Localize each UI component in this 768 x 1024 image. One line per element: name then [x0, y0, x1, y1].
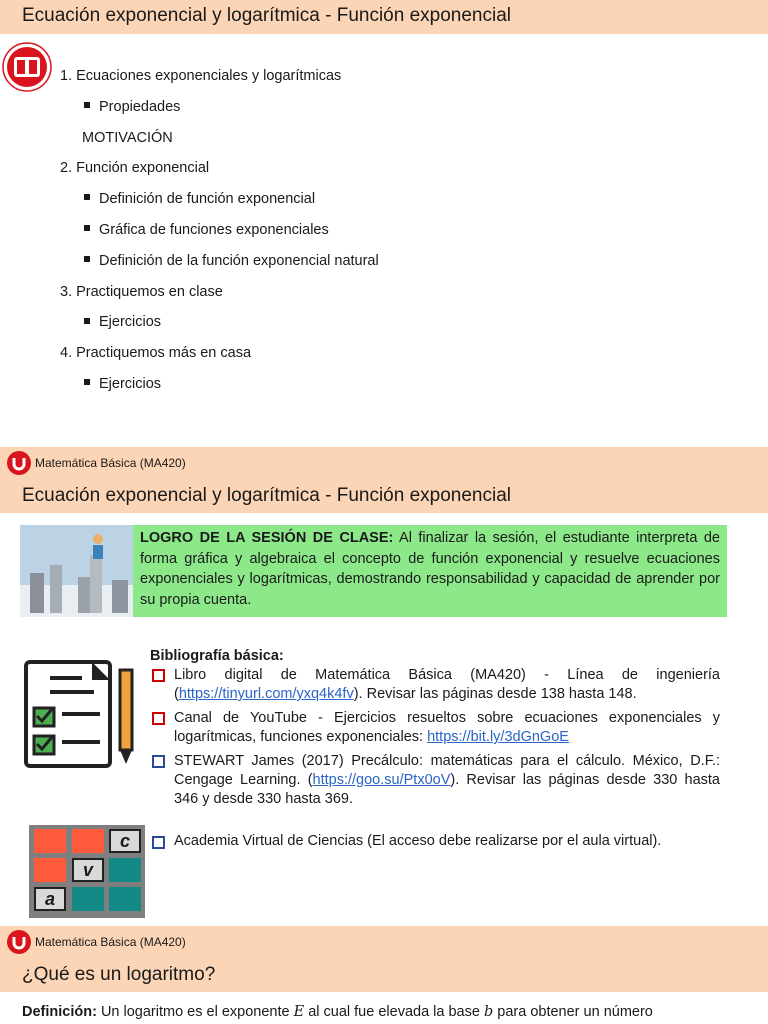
- toc-item: [60, 68, 341, 84]
- slide3-title: ¿Qué es un logaritmo?: [22, 964, 216, 985]
- bib-link[interactable]: https://bit.ly/3dGnGoE: [427, 729, 569, 745]
- toc-label: 2. Función exponencial: [60, 160, 210, 177]
- checkbox-icon: [152, 669, 165, 682]
- bibliography-item: [150, 752, 720, 809]
- table-of-contents: [0, 62, 768, 412]
- bib-text: STEWART James (2017) Precálculo: matemáticas para el cálculo. México, D.F.: Cengage Learning. (: [174, 753, 720, 788]
- checkbox-icon: [152, 836, 165, 849]
- toc-subitem: [84, 99, 180, 115]
- course-name: Matemática Básica (MA420): [35, 935, 186, 949]
- toc-label: Definición de función exponencial: [99, 191, 316, 208]
- bullet-icon: [84, 318, 90, 324]
- bibliography-item: [150, 833, 720, 849]
- bib-text: Academia Virtual de Ciencias (El acceso debe realizarse por el aula virtual).: [174, 833, 662, 849]
- toc-label: Ejercicios: [99, 314, 162, 331]
- academia-virtual-logo: [29, 825, 145, 918]
- session-goal-box: [133, 525, 727, 617]
- variable: b: [483, 1004, 494, 1020]
- variable: E: [293, 1004, 305, 1020]
- definition-body: para obtener un número: [493, 1004, 653, 1020]
- bib-link[interactable]: https://tinyurl.com/yxq4k4fv: [178, 686, 354, 702]
- upc-logo-icon: [6, 929, 32, 955]
- toc-label: 3. Practiquemos en clase: [60, 283, 223, 300]
- slide1-title: Ecuación exponencial y logarítmica - Función exponencial: [22, 5, 511, 26]
- bullet-icon: [84, 194, 90, 200]
- motivation-photo: [20, 525, 133, 617]
- bib-text: Libro digital de Matemática Básica (MA420) - Línea de ingeniería (: [174, 667, 720, 702]
- bib-text: Canal de YouTube - Ejercicios resueltos sobre ecuaciones exponenciales y logarítmicas, funciones exponenciales:: [174, 710, 720, 745]
- toc-label: Propiedades: [99, 98, 181, 115]
- toc-label: Ejercicios: [99, 376, 162, 392]
- toc-label: MOTIVACIÓN: [82, 129, 173, 146]
- bib-text: ). Revisar las páginas desde 330 hasta 346 y desde 330 hasta 369.: [174, 772, 720, 807]
- bibliography-item: [150, 709, 720, 747]
- toc-subitem: [84, 222, 329, 238]
- definition-label: Definición:: [22, 1004, 97, 1020]
- bibliography-heading: Bibliografía básica:: [150, 648, 284, 664]
- bibliography: [150, 647, 720, 814]
- bullet-icon: [84, 225, 90, 231]
- bullet-icon: [84, 379, 90, 385]
- bib-text: ). Revisar las páginas desde 138 hasta 148.: [353, 686, 637, 702]
- cva-letter: a: [34, 887, 66, 911]
- session-goal-label: LOGRO DE LA SESIÓN DE CLASE:: [140, 530, 394, 546]
- definition-body: al cual fue elevada la base: [304, 1004, 484, 1020]
- bullet-icon: [84, 256, 90, 262]
- checklist-icon: [22, 660, 140, 772]
- checkbox-icon: [152, 755, 165, 768]
- bullet-icon: [84, 102, 90, 108]
- definition-body: Un logaritmo es el exponente: [96, 1004, 294, 1020]
- upc-logo-icon: [6, 450, 32, 476]
- toc-subitem: [84, 191, 315, 207]
- bib-link[interactable]: https://goo.su/Ptx0oV: [312, 772, 451, 788]
- bibliography-item: [150, 666, 720, 704]
- slide2-title: Ecuación exponencial y logarítmica - Función exponencial: [22, 485, 511, 506]
- cva-letter: c: [109, 829, 141, 853]
- toc-label: 4. Practiquemos más en casa: [60, 345, 252, 362]
- checkbox-icon: [152, 712, 165, 725]
- definition-text: [22, 1004, 742, 1020]
- toc-label: Definición de la función exponencial natural: [99, 252, 379, 269]
- session-goal-text: Al finalizar la sesión, el estudiante interpreta de forma gráfica y algebraica el concepto de función exponencial y resuelve ecuaciones exponenciales y logarítmicas, demostrando responsabilidad y capacidad de aprender por su propia cuenta.: [140, 530, 720, 608]
- toc-item: [60, 160, 209, 176]
- toc-label: Gráfica de funciones exponenciales: [99, 222, 329, 238]
- course-name: Matemática Básica (MA420): [35, 456, 186, 470]
- toc-label: 1. Ecuaciones exponenciales y logarítmicas: [60, 68, 342, 84]
- toc-subitem: [84, 253, 379, 269]
- toc-subitem: [84, 376, 161, 392]
- toc-item: [60, 345, 251, 361]
- toc-subitem: [84, 314, 161, 330]
- cva-letter: v: [72, 858, 104, 882]
- toc-item: [82, 130, 173, 146]
- toc-item: [60, 284, 223, 300]
